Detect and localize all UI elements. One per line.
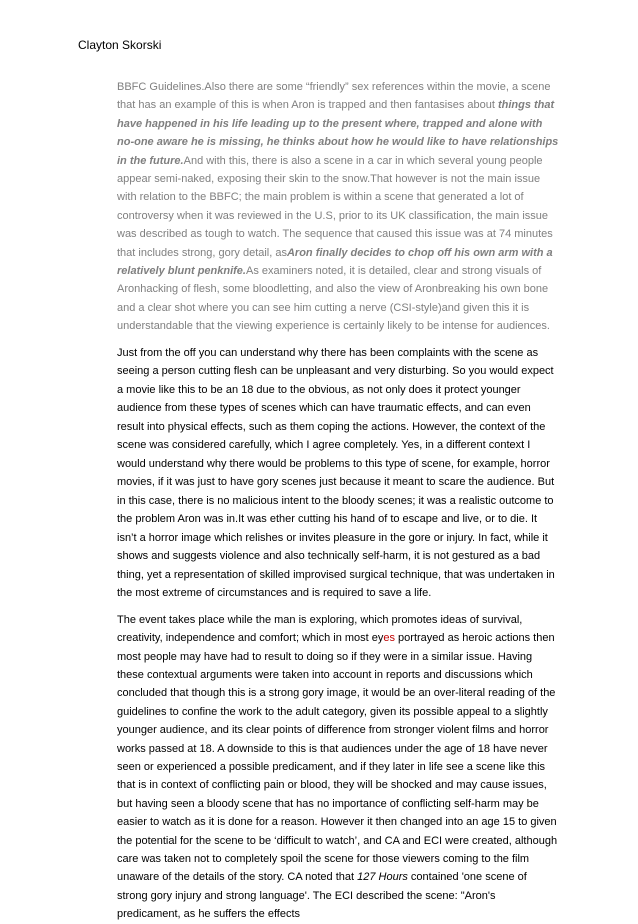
para1-text-a: BBFC Guidelines.Also there are some “friendly” sex references within the movie, a scene that has an example of this is when Aron is trapped and then fantasises about [117, 81, 551, 112]
para1-text-e: As examiners noted, it is detailed, clear and strong visuals of Aronhacking of flesh, some bloodletting, and also the view of Aronbreaking his own bone and a clear shot where you can see him cutting a nerve (CSI-style)and given this it is understandable that the viewing experience is certainly likely to be intense for audiences. [117, 265, 550, 333]
para3-text-e: contained 'one scene of strong gory injury and strong language'. The ECI described the scene: "Aron's predicament, as he suffers the effects [117, 871, 527, 921]
para1-emphasis-arm: Aron finally decides to chop off his own arm with a relatively blunt penknife. [117, 246, 553, 278]
para1-text-c: And with this, there is also a scene in a car in which several young people appear semi-naked, exposing their skin to the snow.That however is not the main issue with relation to the BBFC; the main problem is within a scene that generated a lot of controversy when it was reviewed in the U.S, prior to its UK classification, the main issue was described as tough to watch. The sequence that caused this issue was at 74 minutes that includes strong, gory detail, as [117, 154, 553, 259]
paragraph-bbfc-guidelines [117, 78, 559, 336]
para3-red-text: es [383, 632, 395, 645]
para3-text-a: The event takes place while the man is exploring, which promotes ideas of survival, creativity, independence and comfort; which in most ey [117, 613, 523, 645]
paragraph-complaints: Just from the off you can understand why there has been complaints with the scene as seeing a person cutting flesh can be unpleasant and very disturbing. So you would expect a movie like this to be an 18 due to the obvious, as not only does it protect younger audience from these types of scenes which can have traumatic effects, and can even result into physical effects, such as them coping the actions. However, the context of the scene was considered carefully, which I agree completely. Yes, in a different context I would understand why there would be problems to this type of scene, for example, horror movies, if it was just to have gory scenes just because it meant to scare the audience. But in this case, there is no malicious intent to the bloody scenes; it was a realistic outcome to the problem Aron was in.It was ether cutting his hand of to escape and live, or to die. It isn’t a horror image which relishes or invites pleasure in the gore or injury. In fact, while it shows and suggests violence and also technically self-harm, it is not gestured as a bad thing, yet a representation of skilled improvised surgical technique, that was undertaken in the most extreme of circumstances and is required to save a life. [117, 346, 555, 600]
paragraph-event [117, 611, 559, 924]
para3-text-c: portrayed as heroic actions then most people may have had to result to doing so if they were in a similar issue. Having these contextual arguments were taken into account in reports and discussions which concluded that though this is a strong gory image, it would be an over-literal reading of the guidelines to confine the work to the adult category, given its possible appeal to a slightly younger audience, and its clear points of difference from stronger violent films and horror works passed at 18. A downside to this is that audiences under the age of 18 have never seen or experienced a possible predicament, and if they later in life see a scene like this that is in context of conflicting pain or blood, they will be shocked and may cause issues, but having seen a bloody scene that has no importance of conflicting self-harm may be easier to watch as it is done for a reason. However it then changed into an age 15 to given the potential for the scene to be ‘difficult to watch’, and CA and ECI were created, although care was taken not to completely spoil the scene for those viewers coming to the film unaware of the details of the story. CA noted that [117, 632, 558, 884]
page-header-author: Clayton Skorski [78, 38, 162, 52]
para3-film-title: 127 Hours [357, 871, 408, 884]
document-body [117, 78, 559, 924]
para1-emphasis-fantasy: things that have happened in his life leading up to the present where, trapped and alone with no-one aware he is missing, he thinks about how he would like to have relationships in the future. [117, 99, 559, 167]
